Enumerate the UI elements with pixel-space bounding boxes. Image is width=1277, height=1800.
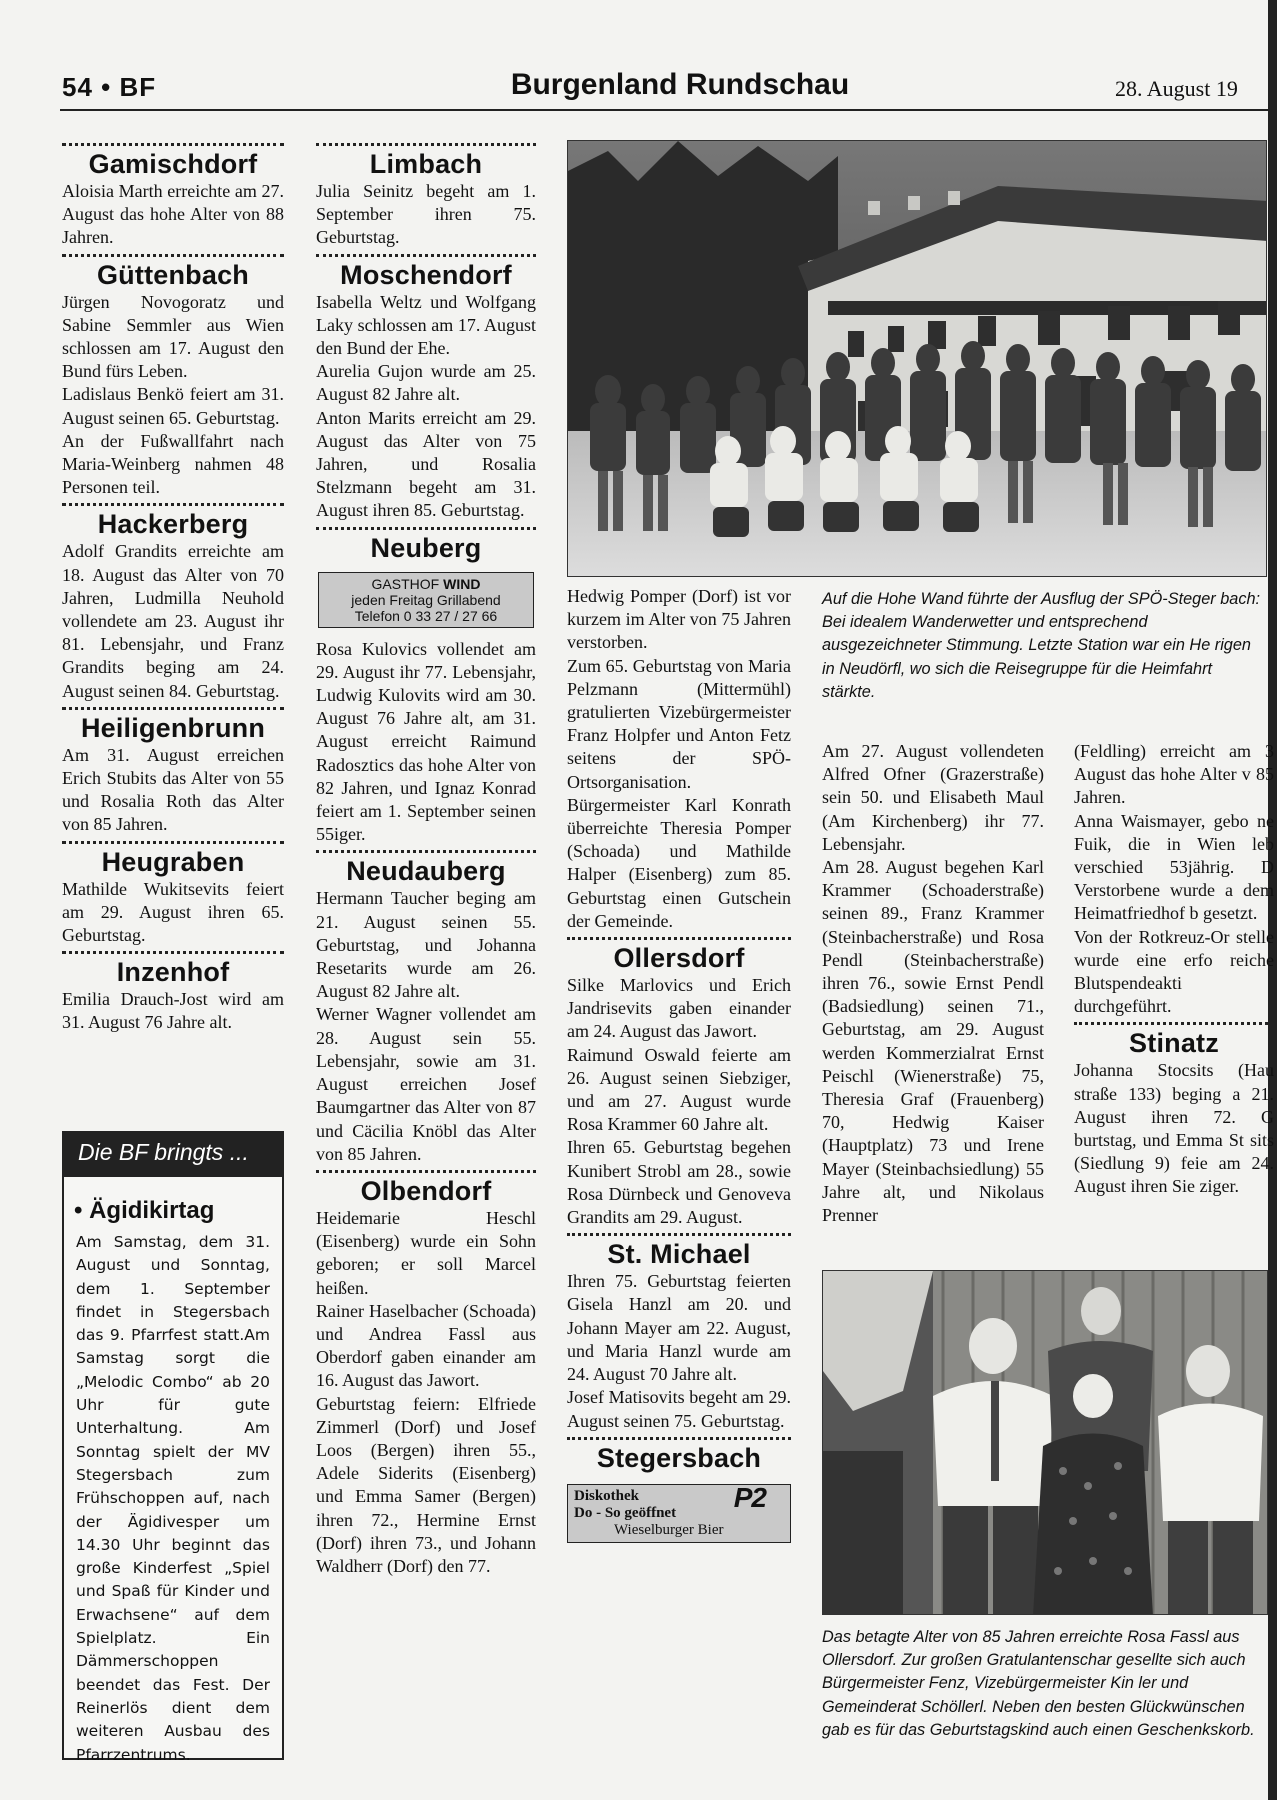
birthday-photo bbox=[822, 1270, 1268, 1615]
dotted-divider bbox=[62, 143, 284, 146]
dotted-divider bbox=[567, 1437, 791, 1440]
section-text: Isabella Weltz und Wolfgang Laky schlossen am 17. August den Bund der Ehe. Aurelia Gujon wurde am 25. August 82 Jahre alt. Anton Marits erreicht am 29. August das Alter von 75 Jahren, und Rosalia Stelzmann begeht am 31. August ihren 85. Geburtstag. bbox=[316, 291, 536, 521]
place-heading: Gamischdorf bbox=[88, 149, 258, 179]
dotted-divider bbox=[62, 503, 284, 506]
section-ollersdorf bbox=[567, 937, 791, 1229]
bf-box-title: Die BF bringts ... bbox=[64, 1133, 282, 1177]
gasthof-wind-ad: GASTHOF WIND jeden Freitag Grillabend Telefon 0 33 27 / 27 66 bbox=[318, 572, 534, 628]
dotted-divider bbox=[1074, 1022, 1274, 1025]
column-1 bbox=[62, 143, 284, 1039]
section-text: Jürgen Novogoratz und Sabine Semmler aus Wien schlossen am 17. August den Bund fürs Leben. Ladislaus Benkö feiert am 31. August seinen 65. Geburtstag. An der Fußwallfahrt nach Maria-Weinberg nahmen 48 Personen teil. bbox=[62, 291, 284, 498]
place-heading: Heiligenbrunn bbox=[80, 712, 266, 743]
section-text: Hermann Taucher beging am 21. August seinen 55. Geburtstag, und Johanna Resetarits wurde am 26. August 82 Jahre alt. Werner Wagner vollendet am 28. August sein 55. Lebensjahr, sowie am 31. August erreichen Josef Baumgartner das Alter von 87 und Cäcilia Knöbl das Alter von 85 Jahren. bbox=[316, 888, 536, 1164]
section-olbendorf bbox=[316, 1170, 536, 1578]
section-text: Rosa Kulovics vollendet am 29. August ihr 77. Lebensjahr, Ludwig Kulovits wird am 30. August 76 Jahre alt, am 31. August erreicht Raimund Radosztics das hohe Alter von 82 Jahren, und Ignaz Konrad feiert am 1. September seinen 55iger. bbox=[316, 638, 536, 845]
dotted-divider bbox=[62, 951, 284, 954]
section-text: (Feldling) erreicht am 3 August das hohe Alter v 85 Jahren. Anna Waismayer, gebo ne Fuik, die in Wien leb verschied 53jährig. D Verstorbene wurde a dem Heimatfriedhof b gesetzt. Von der Rotkreuz-Or stelle wurde eine erfo reiche Blutspendeakti durchgeführt. bbox=[1074, 741, 1274, 1017]
page-number: 54 • BF bbox=[62, 72, 157, 102]
place-heading: Neuberg bbox=[370, 532, 482, 563]
section-moschendorf bbox=[316, 254, 536, 523]
place-heading: Ollersdorf bbox=[613, 943, 745, 974]
section-text: Hedwig Pomper (Dorf) ist vor kurzem im Alter von 75 Jahren verstorben. Zum 65. Geburtstag von Maria Pelzmann (Mittermühl) gratulierten Vizebürgermeister Franz Holpfer und Anton Fetz seitens der SPÖ-Ortsorganisation. Bürgermeister Karl Konrath überreichte Theresia Pomper (Schoada) und Mathilde Halper (Eisenberg) zum 85. Geburtstag einen Gutschein der Gemeinde. bbox=[567, 586, 791, 931]
dotted-divider bbox=[316, 850, 536, 853]
dotted-divider bbox=[567, 937, 791, 940]
dotted-divider bbox=[316, 254, 536, 257]
p2-logo: P2 bbox=[733, 1481, 766, 1513]
section-g-ttenbach bbox=[62, 254, 284, 500]
section-text: Johanna Stocsits (Hau straße 133) beging a 21. August ihren 72. G burtstag, und Emma St sits (Siedlung 9) feie am 24. August ihren Sie ziger. bbox=[1074, 1060, 1274, 1197]
newspaper-title: Burgenland Rundschau bbox=[510, 68, 850, 101]
place-heading: Olbendorf bbox=[360, 1175, 492, 1206]
group-photo-image bbox=[568, 141, 1267, 577]
place-heading: Limbach bbox=[369, 149, 483, 179]
section-stegersbach bbox=[567, 1437, 791, 1543]
group-photo-caption: Auf die Hohe Wand führte der Ausflug der SPÖ-Steger bach: Bei idealem Wanderwetter und entsprechend ausgezeichneter Stimmung. Letzte Station war ein He rigen in Neudörfl, wo sich die Reisegruppe für die Heimfahrt stärkte. bbox=[822, 590, 1261, 701]
bf-box-text: Am Samstag, dem 31. August und Sonntag, dem 1. September findet in Stegersbach das 9. Pfarrfest statt.Am Samstag sorgt die „Melodic Combo“ ab 20 Uhr für gute Unterhaltung. Am Sonntag spielt der MV Stegersbach zum Frühschoppen auf, nach der Ägidivesper um 14.30 Uhr beginnt das große Kinderfest „Spiel und Spaß für Kinder und Erwachsene“ auf dem Spielplatz. Ein Dämmerschoppen beendet das Fest. Der Reinerlös dient dem weiteren Ausbau des Pfarrzentrums. bbox=[76, 1233, 270, 1764]
place-heading: Heugraben bbox=[101, 846, 245, 877]
place-heading: St. Michael bbox=[607, 1239, 751, 1270]
header-rule bbox=[60, 109, 1268, 111]
section-text: Silke Marlovics und Erich Jandrisevits gaben einander am 24. August das Jawort. Raimund Oswald feierte am 26. August seinen Siebziger, und am 27. August wurde Rosa Krammer 60 Jahre alt. Ihren 65. Geburtstag begehen Kunibert Strobl am 28., sowie Rosa Dürnbeck und Genoveva Grandits am 29. August. bbox=[567, 975, 791, 1228]
place-heading: Neudauberg bbox=[346, 856, 506, 887]
group-photo bbox=[567, 140, 1267, 577]
dotted-divider bbox=[62, 707, 284, 710]
section-text: Julia Seinitz begeht am 1. September ihren 75. Geburtstag. bbox=[316, 181, 536, 248]
section-neuberg bbox=[316, 527, 536, 847]
section-hackerberg bbox=[62, 503, 284, 702]
section-inzenhof bbox=[62, 951, 284, 1034]
column-4 bbox=[822, 740, 1044, 1227]
section-text: Ihren 75. Geburtstag feierten Gisela Hanzl am 20. und Johann Mayer am 22. August, und Maria Hanzl wurde am 24. August 70 Jahre alt. Josef Matisovits begeht am 29. August seinen 75. Geburtstag. bbox=[567, 1271, 791, 1431]
place-heading: Güttenbach bbox=[96, 259, 249, 290]
section-text: Heidemarie Heschl (Eisenberg) wurde ein Sohn geboren; er soll Marcel heißen. Rainer Haselbacher (Schoada) und Andrea Fassl aus Oberdorf gaben einander am 16. August das Jawort. Geburtstag feiern: Elfriede Zimmerl (Dorf) und Josef Loos (Bergen) ihren 55., Adele Siderits (Eisenberg) und Emma Samer (Bergen) ihren 72., Hermine Ernst (Dorf) ihren 73., und Johann Waldherr (Dorf) den 77. bbox=[316, 1207, 536, 1576]
dotted-divider bbox=[62, 254, 284, 257]
section-continued bbox=[567, 585, 791, 933]
birthday-photo-caption: Das betagte Alter von 85 Jahren erreichte Rosa Fassl aus Ollersdorf. Zur großen Gratulantenschar gesellte sich auch Bürgermeister Fenz, Vizebürgermeister Kin ler und Gemeinderat Schöllerl. Neben den besten Glückwünschen gab es für das Geburtstagskind auch einen Geschenkskorb. bbox=[822, 1628, 1255, 1739]
section-text: Am 31. August erreichen Erich Stubits das Alter von 55 und Rosalia Roth das Alter von 85 Jahren. bbox=[62, 744, 284, 835]
birthday-photo-image bbox=[823, 1271, 1268, 1615]
section-heiligenbrunn bbox=[62, 707, 284, 837]
column-2 bbox=[316, 143, 536, 1582]
section-continued bbox=[1074, 740, 1274, 1018]
section-text: Am 27. August vollendeten Alfred Ofner (Grazerstraße) sein 50. und Elisabeth Maul (Am Kirchenberg) ihr 77. Lebensjahr. Am 28. August begehen Karl Krammer (Schoaderstraße) seinen 89., Franz Krammer (Steinbacherstraße) und Rosa Pendl (Steinbacherstraße) ihren 76., sowie Ernst Pendl (Badsiedlung) seinen 71., Geburtstag, am 29. August werden Kommerzialrat Ernst Peischl (Wienerstraße) 75, Theresia Graf (Frauenberg) 70, Hedwig Kaiser (Hauptplatz) 73 und Irene Mayer (Steinbachsiedlung) 55 Jahre alt, und Nikolaus Prenner bbox=[822, 741, 1044, 1226]
place-heading: Hackerberg bbox=[97, 509, 249, 540]
section-heugraben bbox=[62, 841, 284, 948]
section-text: Adolf Grandits erreichte am 18. August das Alter von 70 Jahren, Ludmilla Neuhold vollendete am 23. August ihr 81. Lebensjahr, und Franz Grandits beging am 24. August seinen 84. Geburtstag. bbox=[62, 541, 284, 701]
dotted-divider bbox=[62, 841, 284, 844]
dotted-divider bbox=[316, 1170, 536, 1173]
section-text: Mathilde Wukitsevits feiert am 29. August ihren 65. Geburtstag. bbox=[62, 878, 284, 946]
dotted-divider bbox=[567, 1233, 791, 1236]
place-heading: Moschendorf bbox=[340, 259, 512, 290]
section-limbach bbox=[316, 143, 536, 250]
bf-box-subtitle: • Ägidikirtag bbox=[74, 1197, 215, 1224]
column-3 bbox=[567, 585, 791, 1547]
section-text: Emilia Drauch-Jost wird am 31. August 76 Jahre alt. bbox=[62, 989, 284, 1033]
column-5 bbox=[1074, 740, 1274, 1203]
issue-date: 28. August 19 bbox=[1115, 76, 1238, 101]
place-heading: Stinatz bbox=[1129, 1028, 1219, 1059]
section-text: Aloisia Marth erreichte am 27. August das hohe Alter von 88 Jahren. bbox=[62, 181, 284, 248]
dotted-divider bbox=[316, 527, 536, 530]
dotted-divider bbox=[316, 143, 536, 146]
place-heading: Stegersbach bbox=[596, 1442, 762, 1473]
section-neudauberg bbox=[316, 850, 536, 1165]
diskothek-ad: Diskothek Do - So geöffnet Wieselburger Bier P2 bbox=[567, 1484, 791, 1543]
section-st-michael bbox=[567, 1233, 791, 1432]
section-gamischdorf bbox=[62, 143, 284, 250]
place-heading: Inzenhof bbox=[116, 957, 230, 988]
section-stinatz bbox=[1074, 1022, 1274, 1198]
bf-bringts-box bbox=[62, 1131, 284, 1764]
